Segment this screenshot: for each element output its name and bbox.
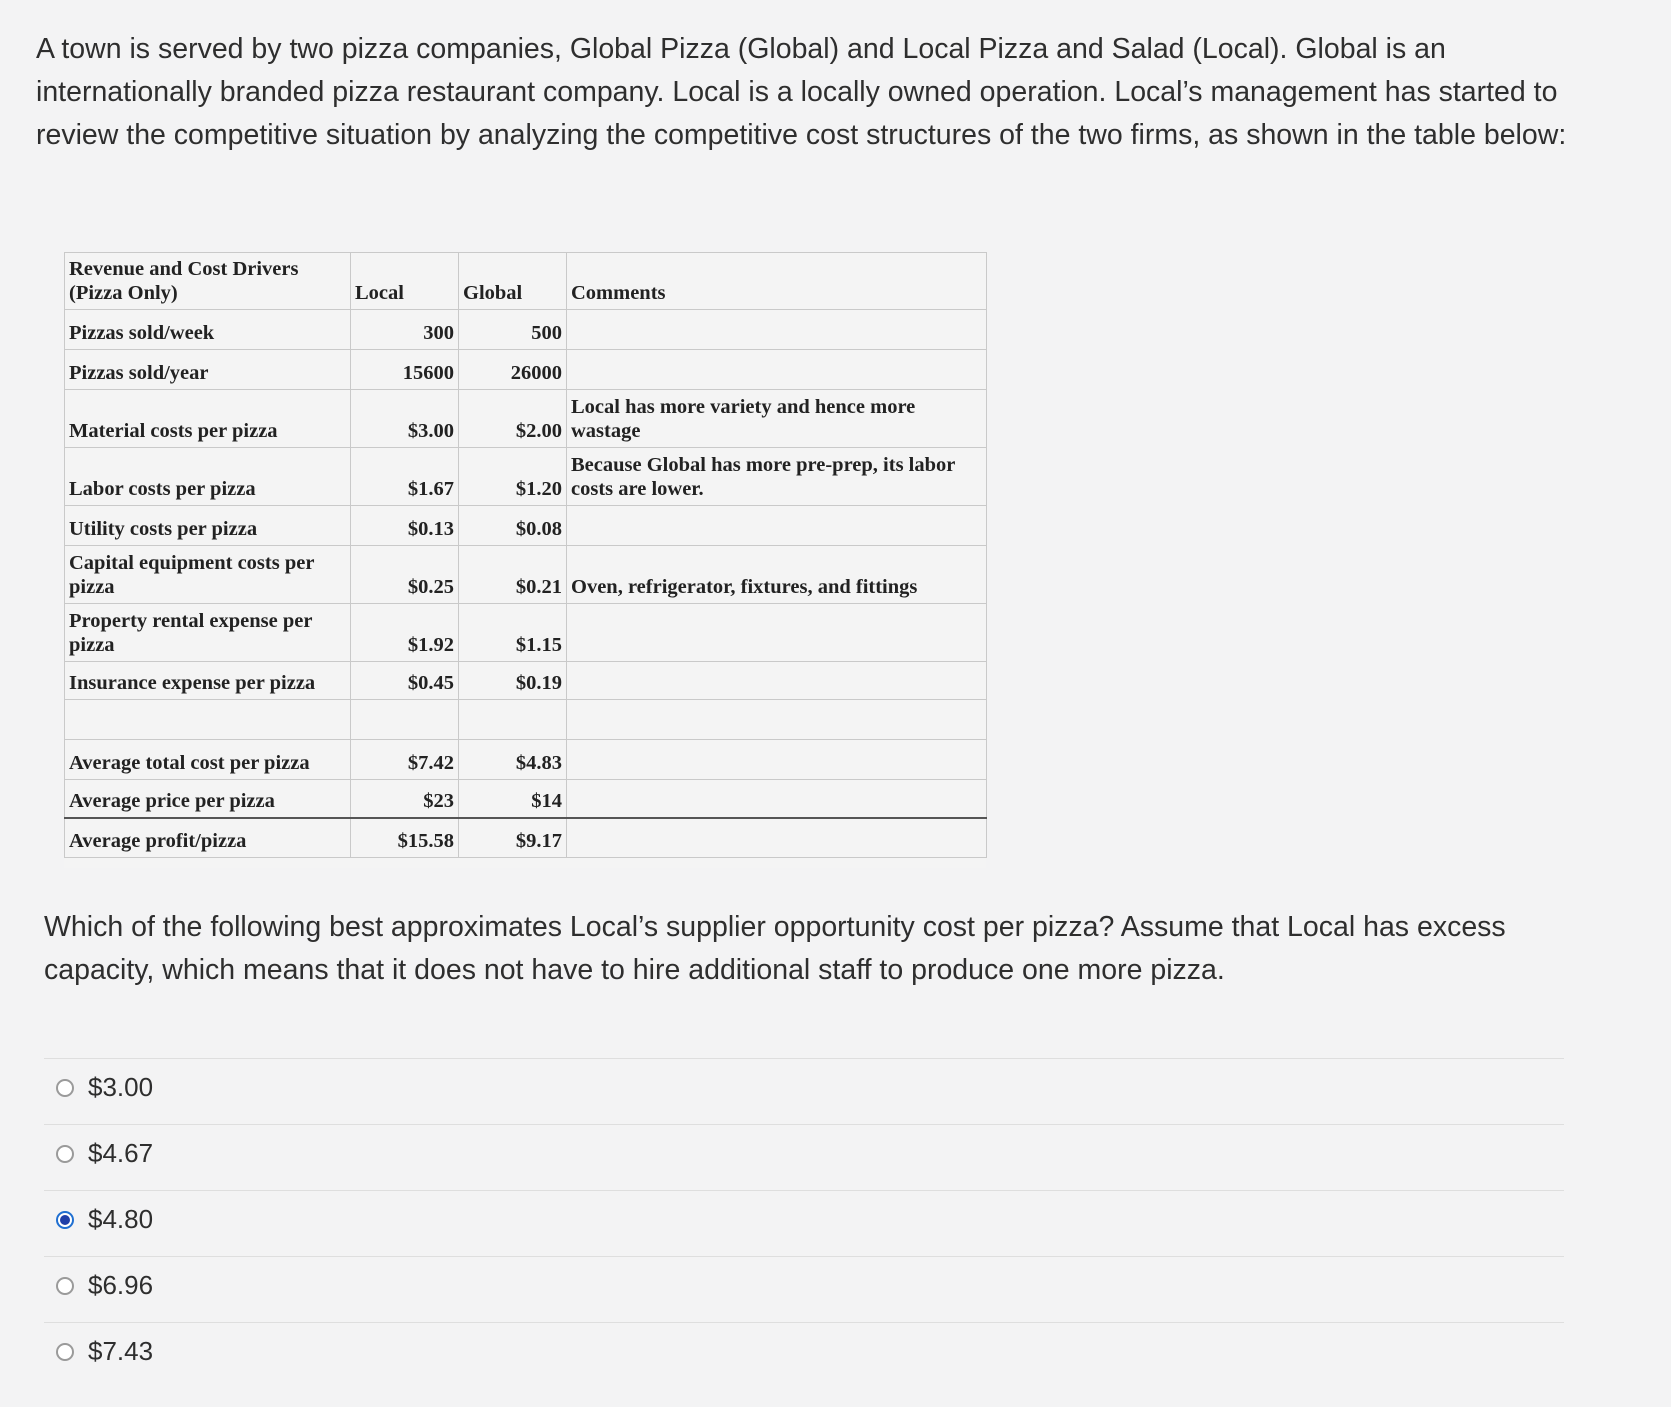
row-comment [567, 662, 987, 700]
row-local-value: $23 [351, 780, 459, 818]
radio-button-icon[interactable] [56, 1079, 74, 1097]
radio-button-icon[interactable] [56, 1343, 74, 1361]
row-comment: Oven, refrigerator, fixtures, and fittings [567, 546, 987, 604]
row-global-value: $0.08 [459, 506, 567, 546]
table-row-empty [65, 700, 987, 740]
row-comment [567, 740, 987, 780]
table-row [65, 448, 987, 506]
answer-option-4[interactable] [56, 1270, 153, 1301]
row-global-value: $14 [459, 780, 567, 818]
table-row [65, 310, 987, 350]
divider [44, 1124, 1564, 1125]
divider [44, 1322, 1564, 1323]
row-local-value: 300 [351, 310, 459, 350]
table-row [65, 506, 987, 546]
row-label: Utility costs per pizza [65, 506, 351, 546]
table-row [65, 604, 987, 662]
row-comment [567, 350, 987, 390]
table-row [65, 546, 987, 604]
table-row [65, 390, 987, 448]
cost-table [64, 252, 987, 858]
row-global-value: $9.17 [459, 818, 567, 858]
divider [44, 1058, 1564, 1059]
row-local-value: $1.67 [351, 448, 459, 506]
option-label: $3.00 [88, 1072, 154, 1102]
table-row [65, 662, 987, 700]
divider [44, 1190, 1564, 1191]
row-global-value: $0.19 [459, 662, 567, 700]
row-global-value: 500 [459, 310, 567, 350]
intro-paragraph: A town is served by two pizza companies, Global Pizza (Global) and Local Pizza and Salad (Local). Global is an internationally branded pizza restaurant company. Local is a locally owned operation. Local’s management has started to review the competitive situation by analyzing the competitive cost structures of the two firms, as shown in the table below: [36, 33, 1567, 151]
row-local-value: $1.92 [351, 604, 459, 662]
row-local-value: 15600 [351, 350, 459, 390]
table-row [65, 350, 987, 390]
row-label [65, 700, 351, 740]
table-row [65, 780, 987, 818]
option-label: $6.96 [88, 1270, 154, 1300]
row-local-value: $0.25 [351, 546, 459, 604]
option-label: $4.67 [88, 1138, 154, 1168]
header-global: Global [459, 253, 567, 310]
answer-option-3[interactable] [56, 1204, 153, 1235]
row-label: Capital equipment costs per pizza [65, 546, 351, 604]
header-comments: Comments [567, 253, 987, 310]
row-local-value: $15.58 [351, 818, 459, 858]
row-label: Labor costs per pizza [65, 448, 351, 506]
row-comment [567, 818, 987, 858]
row-label: Average price per pizza [65, 780, 351, 818]
radio-button-selected-icon[interactable] [56, 1211, 74, 1229]
row-label: Average total cost per pizza [65, 740, 351, 780]
row-comment [567, 700, 987, 740]
table-row [65, 740, 987, 780]
row-label: Material costs per pizza [65, 390, 351, 448]
header-driver: Revenue and Cost Drivers (Pizza Only) [65, 253, 351, 310]
cost-table-image [64, 252, 986, 868]
option-label: $4.80 [88, 1204, 154, 1234]
row-comment [567, 506, 987, 546]
option-label: $7.43 [88, 1336, 154, 1366]
row-global-value [459, 700, 567, 740]
table-row [65, 818, 987, 858]
row-local-value [351, 700, 459, 740]
row-label: Pizzas sold/year [65, 350, 351, 390]
row-global-value: $1.15 [459, 604, 567, 662]
header-local: Local [351, 253, 459, 310]
question-text: Which of the following best approximates Local’s supplier opportunity cost per pizza? Assume that Local has excess capacity, which means that it does not have to hire additional staff to produce one more pizza. [44, 911, 1506, 986]
row-comment [567, 780, 987, 818]
answer-option-1[interactable] [56, 1072, 153, 1103]
row-label: Pizzas sold/week [65, 310, 351, 350]
row-comment: Because Global has more pre-prep, its labor costs are lower. [567, 448, 987, 506]
row-global-value: $4.83 [459, 740, 567, 780]
row-local-value: $3.00 [351, 390, 459, 448]
row-local-value: $0.45 [351, 662, 459, 700]
row-comment [567, 604, 987, 662]
answer-option-2[interactable] [56, 1138, 153, 1169]
divider [44, 1256, 1564, 1257]
row-label: Insurance expense per pizza [65, 662, 351, 700]
radio-button-icon[interactable] [56, 1277, 74, 1295]
row-comment: Local has more variety and hence more wastage [567, 390, 987, 448]
row-label: Property rental expense per pizza [65, 604, 351, 662]
row-local-value: $7.42 [351, 740, 459, 780]
row-local-value: $0.13 [351, 506, 459, 546]
row-comment [567, 310, 987, 350]
table-header-row [65, 253, 987, 310]
row-global-value: $0.21 [459, 546, 567, 604]
row-global-value: $1.20 [459, 448, 567, 506]
radio-button-icon[interactable] [56, 1145, 74, 1163]
row-global-value: 26000 [459, 350, 567, 390]
answer-option-5[interactable] [56, 1336, 153, 1367]
row-global-value: $2.00 [459, 390, 567, 448]
row-label: Average profit/pizza [65, 818, 351, 858]
